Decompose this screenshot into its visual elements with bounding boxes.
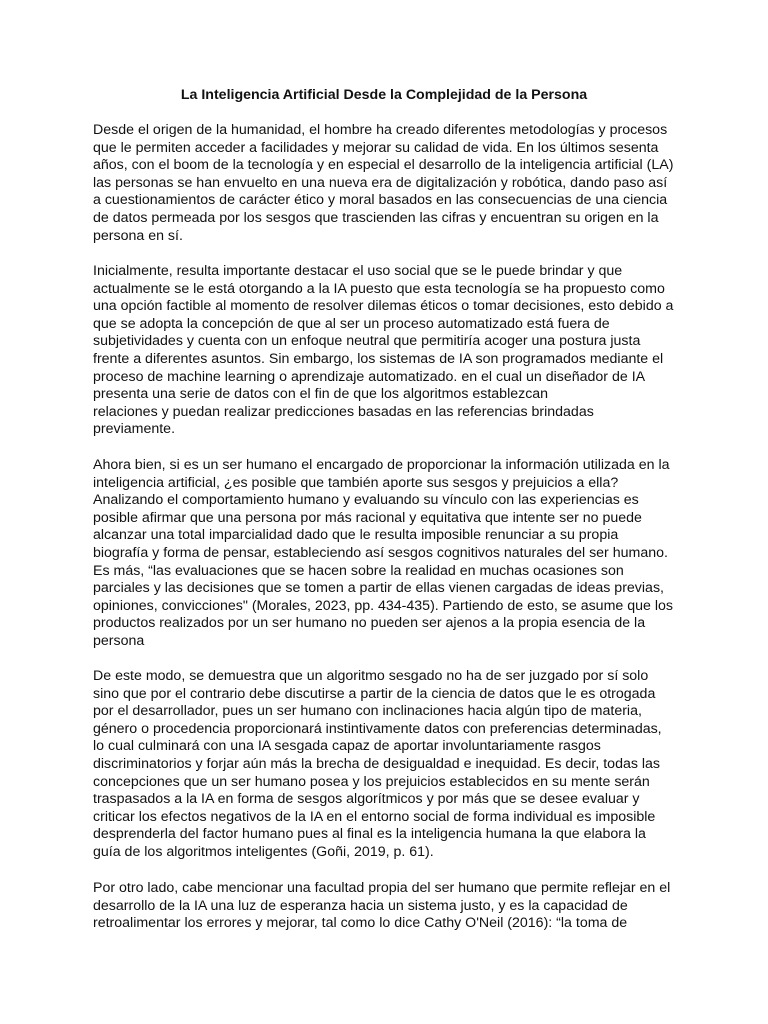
text-line: por el desarrollador, pues un ser humano con inclinaciones hacia algún tipo de materia, bbox=[93, 703, 642, 720]
text-line: que se adopta la concepción de que al ser un proceso automatizado está fuera de bbox=[93, 315, 610, 332]
text-line: traspasados a la IA en forma de sesgos algorítmicos y por más que se desee evaluar y bbox=[93, 791, 640, 808]
text-line: subjetividades y cuenta con un enfoque neutral que permitiría acoger una postura justa bbox=[93, 333, 641, 350]
text-line: sino que por el contrario debe discutirse a partir de la ciencia de datos que le es otrogada bbox=[93, 685, 656, 702]
text-line: De este modo, se demuestra que un algoritmo sesgado no ha de ser juzgado por sí solo bbox=[93, 668, 649, 684]
text-line: Inicialmente, resulta importante destacar el uso social que se le puede brindar y que bbox=[93, 263, 623, 279]
text-line: desprenderla del factor humano pues al final es la inteligencia humana la que elabora la bbox=[93, 826, 646, 843]
paragraph-4 bbox=[93, 668, 693, 862]
text-line: Es más, “las evaluaciones que se hacen sobre la realidad en muchas ocasiones son bbox=[93, 562, 624, 579]
text-line: parciales y las decisiones que se tomen a partir de ellas vienen cargadas de ideas previas, bbox=[93, 580, 664, 597]
paragraph-1 bbox=[93, 122, 693, 245]
text-line: una opción factible al momento de resolver dilemas éticos o tomar decisiones, esto debido a bbox=[93, 298, 674, 315]
text-line: posible afirmar que una persona por más racional y equitativa que intente ser no puede bbox=[93, 509, 642, 526]
text-line: género o procedencia proporcionará instintivamente datos con preferencias determinadas, bbox=[93, 720, 662, 737]
text-line: discriminatorios y forjar aún más la brecha de desigualdad e inequidad. Es decir, todas las bbox=[93, 755, 661, 772]
text-line: biografía y forma de pensar, estableciendo así sesgos cognitivos naturales del ser humano. bbox=[93, 544, 668, 561]
text-line: que le permiten acceder a facilidades y mejorar su calidad de vida. En los últimos sesenta bbox=[93, 139, 659, 156]
paragraph-2 bbox=[93, 263, 693, 439]
text-line: opiniones, convicciones" (Morales, 2023, pp. 434-435). Partiendo de esto, se asume que los bbox=[93, 597, 673, 614]
text-line: inteligencia artificial, ¿es posible que también aporte sus sesgos y prejuicios a ella? bbox=[93, 474, 619, 491]
paragraph-3 bbox=[93, 457, 693, 651]
text-line: proceso de machine learning o aprendizaje automatizado. en el cual un diseñador de IA bbox=[93, 368, 646, 385]
text-line: Ahora bien, si es un ser humano el encargado de proporcionar la información utilizada en la bbox=[93, 457, 670, 473]
text-line: las personas se han envuelto en una nueva era de digitalización y robótica, dando paso así bbox=[93, 174, 668, 191]
document-title: La Inteligencia Artificial Desde la Complejidad de la Persona bbox=[180, 87, 588, 103]
text-line: productos realizados por un ser humano no pueden ser ajenos a la propia esencia de la bbox=[93, 615, 646, 632]
text-line: lo cual culminará con una IA sesgada capaz de aportar involuntariamente rasgos bbox=[93, 738, 601, 755]
text-line: retroalimentar los errores y mejorar, tal como lo dice Cathy O'Neil (2016): “la toma de bbox=[93, 915, 628, 932]
text-line: Desde el origen de la humanidad, el hombre ha creado diferentes metodologías y procesos bbox=[93, 122, 668, 138]
text-line: previamente. bbox=[93, 421, 176, 438]
text-line: desarrollo de la IA una luz de esperanza hacia un sistema justo, y es la capacidad de bbox=[93, 897, 628, 914]
text-line: relaciones y puedan realizar predicciones basadas en las referencias brindadas bbox=[93, 403, 594, 420]
text-line: frente a diferentes asuntos. Sin embargo, los sistemas de IA son programados mediante el bbox=[93, 350, 664, 367]
text-line: actualmente se le está otorgando a la IA puesto que esta tecnología se ha propuesto como bbox=[93, 280, 665, 297]
text-line: años, con el boom de la tecnología y en especial el desarrollo de la inteligencia artificial (LA) bbox=[93, 157, 674, 174]
text-line: Por otro lado, cabe mencionar una facultad propia del ser humano que permite reflejar en el bbox=[93, 880, 671, 896]
text-line: guía de los algoritmos inteligentes (Goñi, 2019, p. 61). bbox=[93, 843, 434, 860]
text-line: alcanzar una total imparcialidad dado que le resulta imposible renunciar a su propia bbox=[93, 527, 619, 544]
text-line: Analizando el comportamiento humano y evaluando su vínculo con las experiencias es bbox=[93, 492, 639, 509]
text-line: criticar los efectos negativos de la IA en el entorno social de forma individual es imposible bbox=[93, 808, 656, 825]
paragraph-5 bbox=[93, 880, 693, 933]
text-line: concepciones que un ser humano posea y los prejuicios establecidos en su mente serán bbox=[93, 773, 650, 790]
text-line: a cuestionamientos de carácter ético y moral basados en las consecuencias de una ciencia bbox=[93, 192, 668, 209]
text-line: persona en sí. bbox=[93, 227, 183, 244]
text-line: de datos permeada por los sesgos que trascienden las cifras y encuentran su origen en la bbox=[93, 209, 659, 226]
text-line: persona bbox=[93, 632, 145, 649]
text-line: presenta una serie de datos con el fin de que los algoritmos establezcan bbox=[93, 386, 549, 403]
